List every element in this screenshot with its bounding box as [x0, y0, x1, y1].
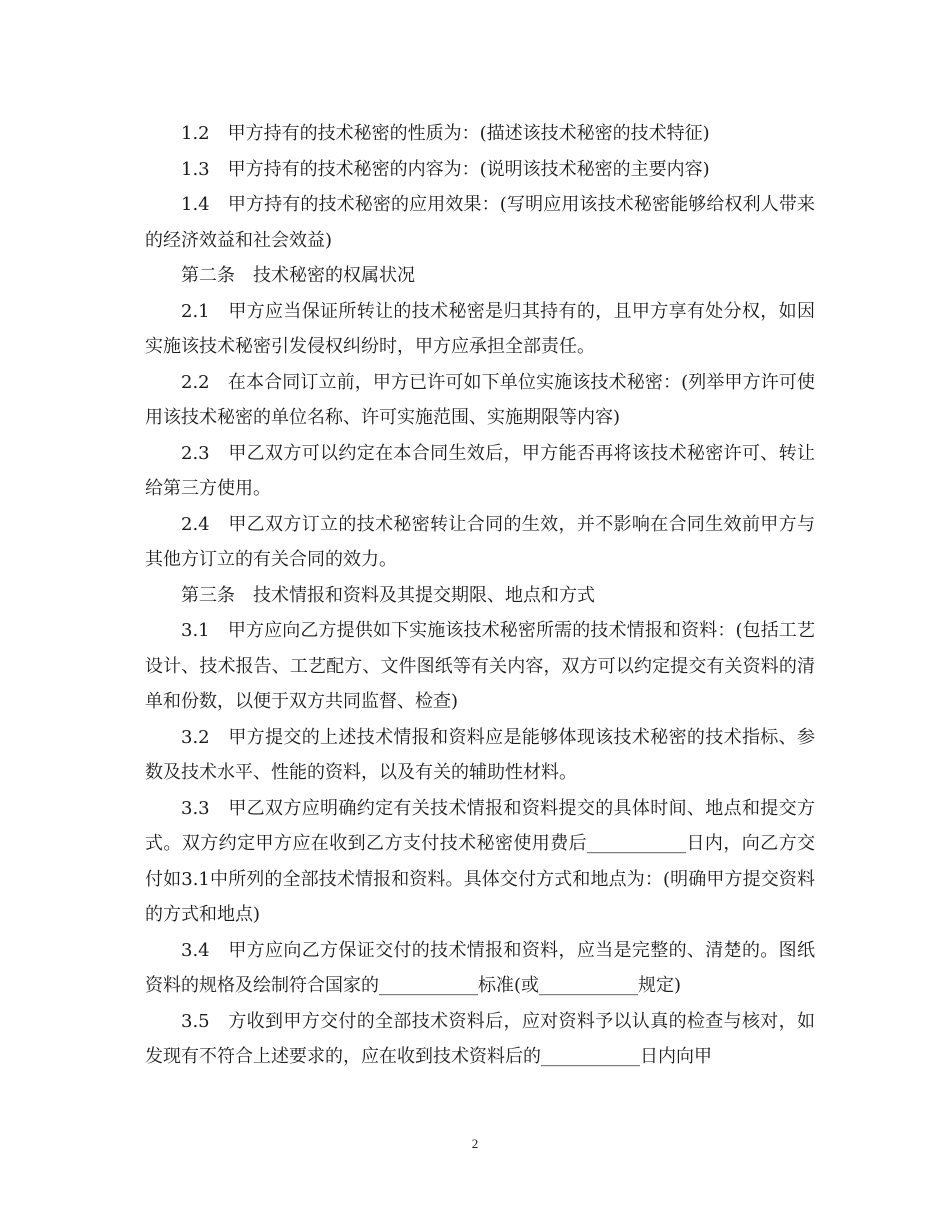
clause-3-1: 3.1 甲方应向乙方提供如下实施该技术秘密所需的技术情报和资料：(包括工艺设计、技术报告、工艺配方、文件图纸等有关内容，双方可以约定提交有关资料的清单和份数，以便于双方共同监督、检查)	[145, 620, 815, 712]
clause-1-2: 1.2 甲方持有的技术秘密的性质为：(描述该技术秘密的技术特征)	[181, 123, 710, 144]
clause-2-4: 2.4 甲乙双方订立的技术秘密转让合同的生效，并不影响在合同生效前甲方与其他方订立的有关合同的效力。	[145, 513, 815, 570]
article-3-heading: 第三条 技术情报和资料及其提交期限、地点和方式	[181, 584, 595, 606]
document-body	[145, 116, 815, 1075]
clause-2-3: 2.3 甲乙双方可以约定在本合同生效后，甲方能否再将该技术秘密许可、转让给第三方使用。	[145, 442, 815, 499]
page-number: 2	[471, 1136, 479, 1151]
clause-1-3: 1.3 甲方持有的技术秘密的内容为：(说明该技术秘密的主要内容)	[181, 158, 710, 180]
clause-3-4: 3.4 甲方应向乙方保证交付的技术情报和资料，应当是完整的、清楚的。图纸资料的规格及绘制符合国家的___________标准(或___________规定)	[145, 939, 815, 996]
clause-3-2: 3.2 甲方提交的上述技术情报和资料应是能够体现该技术秘密的技术指标、参数及技术水平、性能的资料，以及有关的辅助性材料。	[145, 726, 815, 783]
article-2-heading: 第二条 技术秘密的权属状况	[181, 265, 415, 286]
clause-1-4: 1.4 甲方持有的技术秘密的应用效果：(写明应用该技术秘密能够给权利人带来的经济效益和社会效益)	[145, 194, 815, 251]
clause-3-3: 3.3 甲乙双方应明确约定有关技术情报和资料提交的具体时间、地点和提交方式。双方约定甲方应在收到乙方支付技术秘密使用费后___________日内，向乙方交付如3.1中所列的全部技术情报和资料。具体交付方式和地点为：(明确甲方提交资料的方式和地点)	[145, 797, 815, 925]
clause-2-1: 2.1 甲方应当保证所转让的技术秘密是归其持有的，且甲方享有处分权，如因实施该技术秘密引发侵权纠纷时，甲方应承担全部责任。	[145, 300, 815, 357]
clause-3-5: 3.5 方收到甲方交付的全部技术资料后，应对资料予以认真的检查与核对，如发现有不符合上述要求的，应在收到技术资料后的___________日内向甲	[145, 1010, 815, 1067]
clause-2-2: 2.2 在本合同订立前，甲方已许可如下单位实施该技术秘密：(列举甲方许可使用该技术秘密的单位名称、许可实施范围、实施期限等内容)	[145, 371, 815, 428]
